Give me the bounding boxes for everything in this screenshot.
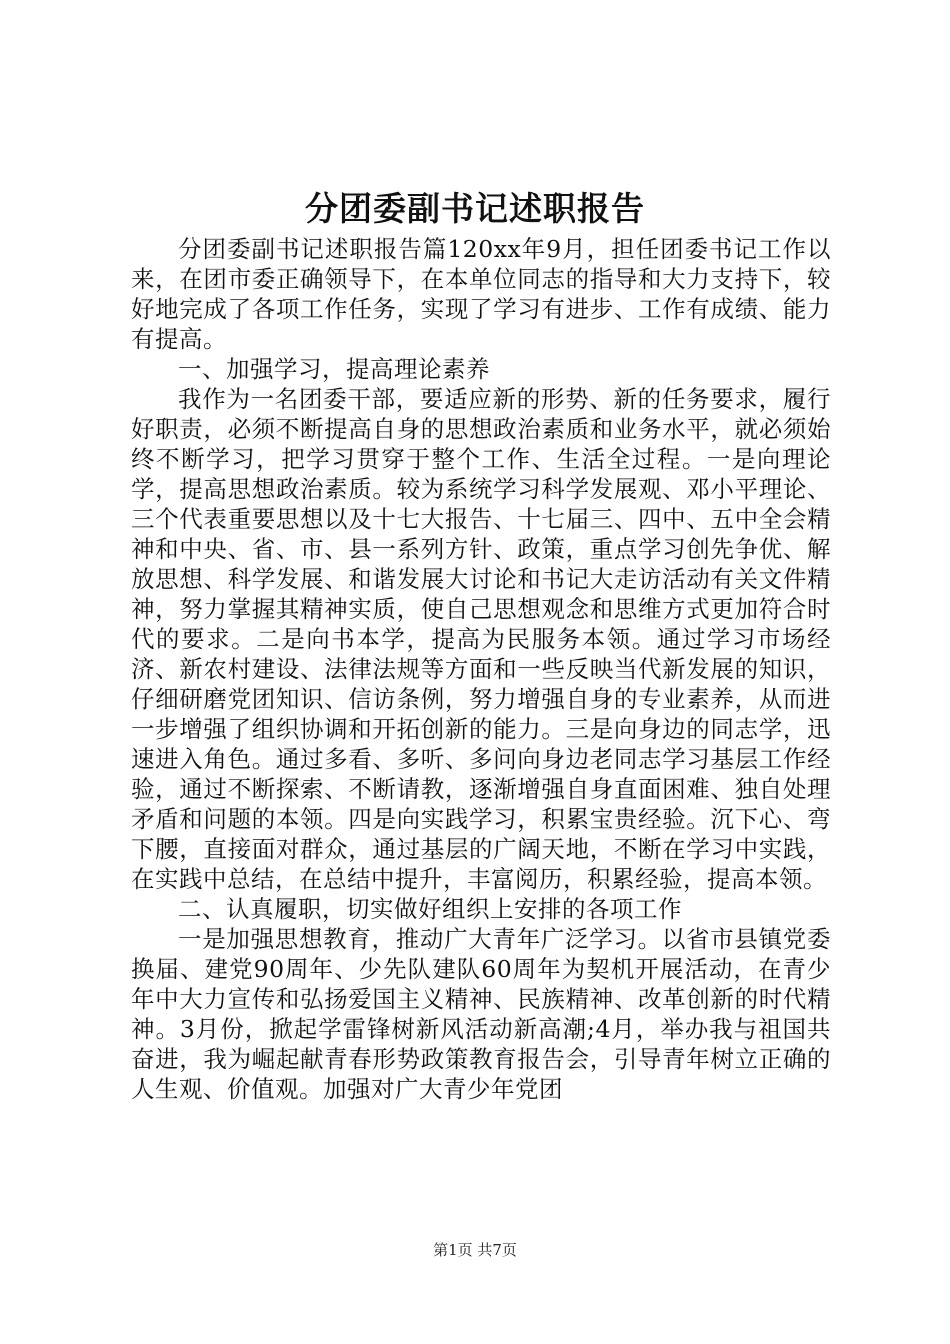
document-title: 分团委副书记述职报告 <box>305 189 645 228</box>
section-heading-1: 一、加强学习，提高理论素养 <box>178 355 490 383</box>
paragraph-study: 我作为一名团委干部，要适应新的形势、新的任务要求，履行好职责，必须不断提高自身的思想政治素质和业务水平，就必须始终不断学习，把学习贯穿于整个工作、生活全过程。一是向理论学，提高思想政治素质。较为系统学习科学发展观、邓小平理论、三个代表重要思想以及十七大报告、十七届三、四中、五中全会精神和中央、省、市、县一系列方针、政策，重点学习创先争优、解放思想、科学发展、和谐发展大讨论和书记大走访活动有关文件精神，努力掌握其精神实质，使自己思想观念和思维方式更加符合时代的要求。二是向书本学，提高为民服务本领。通过学习市场经济、新农村建设、法律法规等方面和一些反映当代新发展的知识，仔细研磨党团知识、信访条例，努力增强自身的专业素养，从而进一步增强了组织协调和开拓创新的能力。三是向身边的同志学，迅速进入角色。通过多看、多听、多问向身边老同志学习基层工作经验，通过不断探索、不断请教，逐渐增强自身直面困难、独自处理矛盾和问题的本领。四是向实践学习，积累宝贵经验。沉下心、弯下腰，直接面对群众，通过基层的广阔天地，不断在学习中实践，在实践中总结，在总结中提升，丰富阅历，积累经验，提高本领。 <box>131 385 831 893</box>
paragraph-work: 一是加强思想教育，推动广大青年广泛学习。以省市县镇党委换届、建党90周年、少先队建队60周年为契机开展活动，在青少年中大力宣传和弘扬爱国主义精神、民族精神、改革创新的时代精神。3月份，掀起学雷锋树新风活动新高潮;4月，举办我与祖国共奋进，我为崛起献青春形势政策教育报告会，引导青年树立正确的人生观、价值观。加强对广大青少年党团 <box>131 925 831 1103</box>
section-heading-2: 二、认真履职，切实做好组织上安排的各项工作 <box>178 895 682 923</box>
paragraph-intro: 分团委副书记述职报告篇120xx年9月，担任团委书记工作以来，在团市委正确领导下，在本单位同志的指导和大力支持下，较好地完成了各项工作任务，实现了学习有进步、工作有成绩、能力有提高。 <box>131 235 831 353</box>
document-body <box>131 234 831 1104</box>
page-number-footer: 第1页 共7页 <box>433 1241 517 1259</box>
